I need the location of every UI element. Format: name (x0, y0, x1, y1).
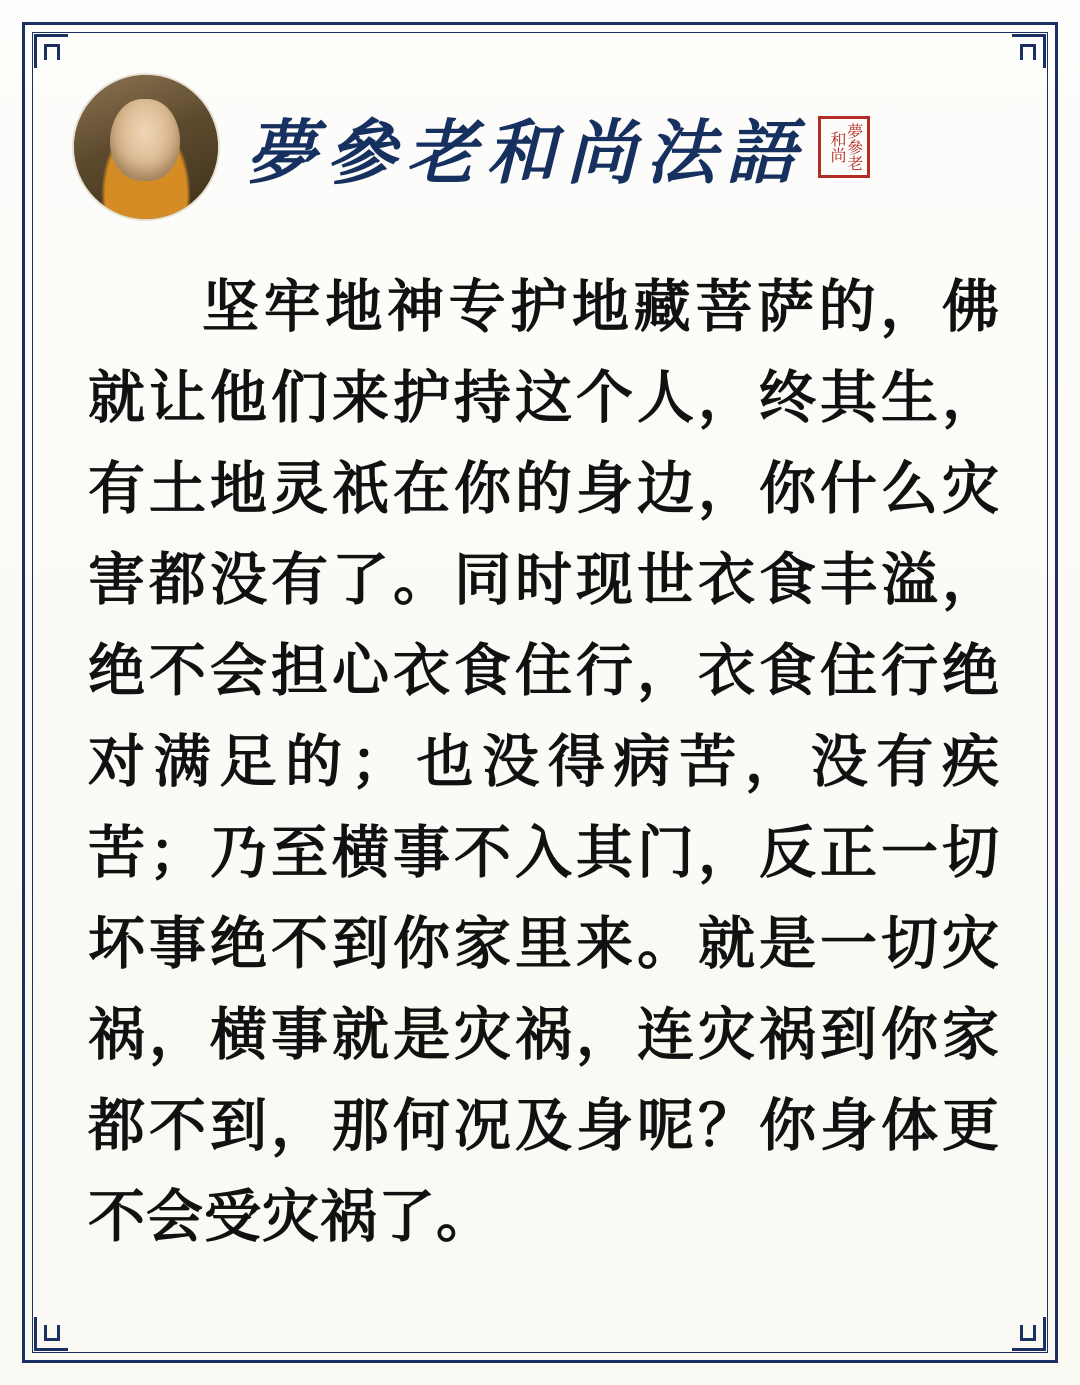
card-header (72, 62, 1008, 232)
quote-paragraph: 坚牢地神专护地藏菩萨的，佛就让他们来护持这个人，终其生，有土地灵祇在你的身边，你什么灾害都没有了。同时现世衣食丰溢，绝不会担心衣食住行，衣食住行绝对满足的；也没得病苦，没有疾苦；乃至横事不入其门，反正一切坏事绝不到你家里来。就是一切灾祸，横事就是灾祸，连灾祸到你家都不到，那何况及身呢？你身体更不会受灾祸了。 (88, 276, 1000, 1249)
title-group (246, 97, 1008, 198)
corner-ornament-top-right-icon (1000, 22, 1058, 80)
avatar (72, 73, 220, 221)
corner-ornament-bottom-right-icon (1000, 1305, 1058, 1363)
page-title: 夢參老和尚法語 (246, 115, 806, 193)
seal-stamp-icon: 夢參老和尚 (818, 116, 870, 178)
avatar-photo (74, 75, 218, 219)
corner-ornament-bottom-left-icon (22, 1305, 80, 1363)
